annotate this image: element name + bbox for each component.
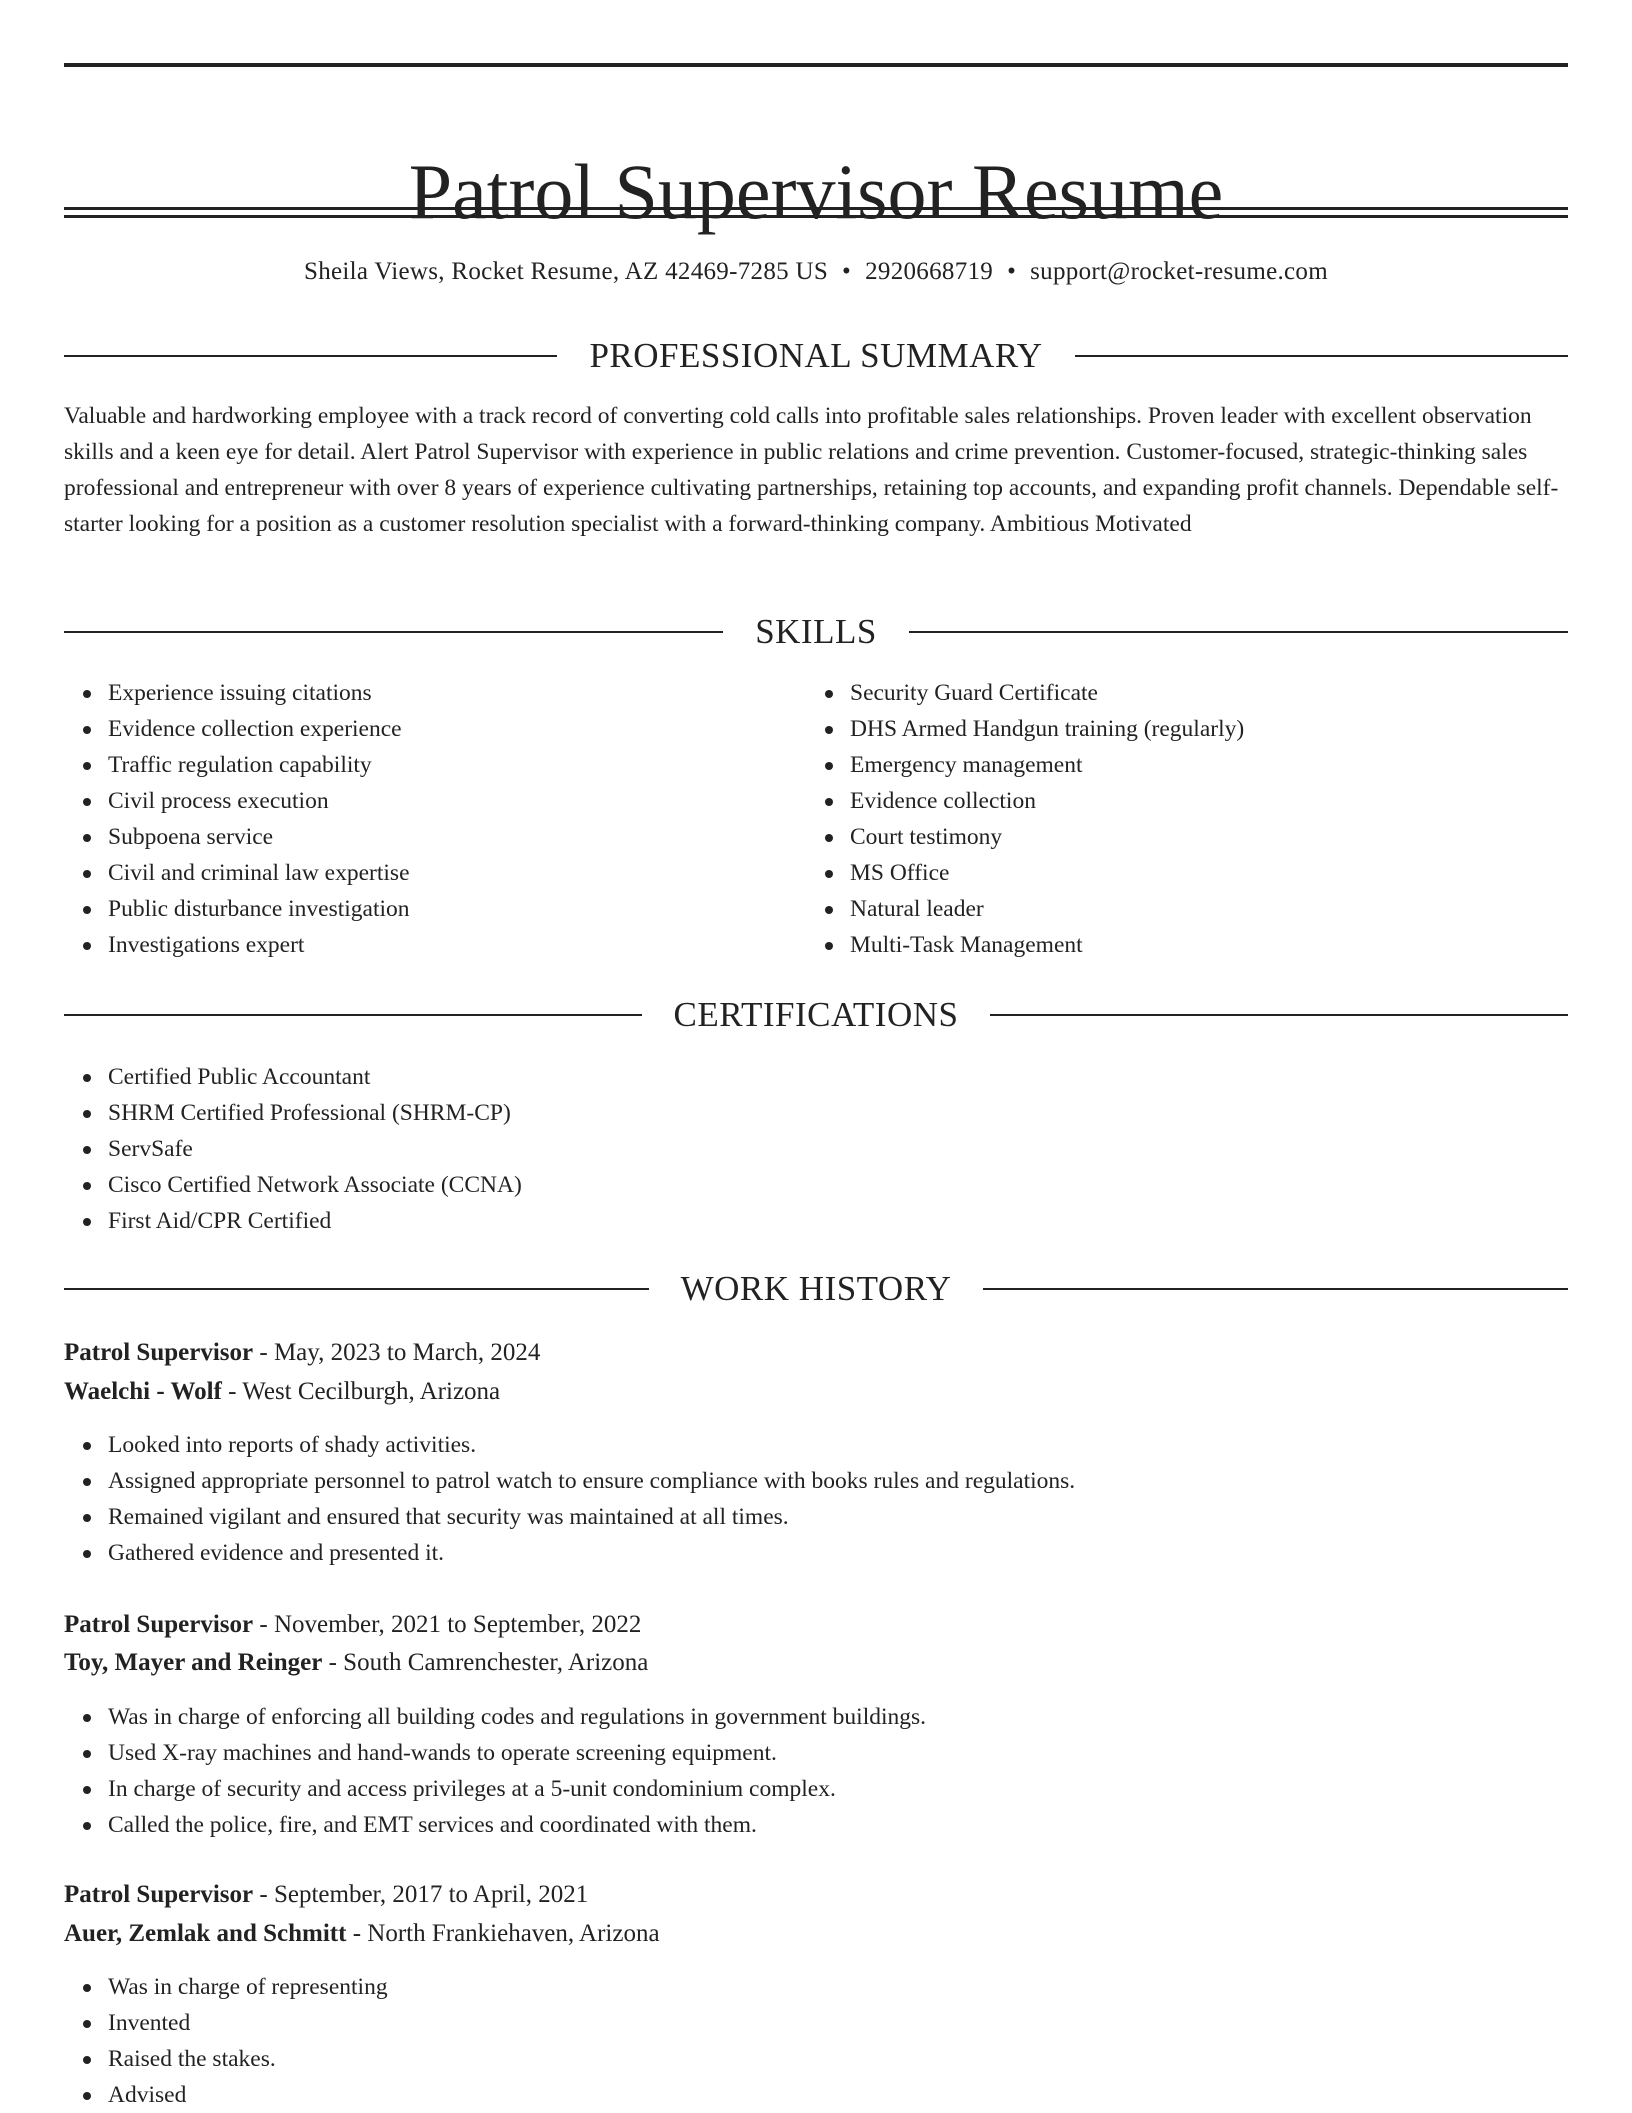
list-item: Emergency management — [850, 747, 1244, 783]
section-heading-skills — [64, 610, 1568, 654]
job-location: - South Camrenchester, Arizona — [322, 1649, 649, 1676]
heading-rule-right — [983, 1288, 1568, 1290]
list-item: Was in charge of representing — [108, 1969, 388, 2005]
heading-rule-right — [1075, 355, 1568, 357]
contact-separator: • — [842, 258, 852, 285]
list-item: Gathered evidence and presented it. — [108, 1535, 1075, 1571]
heading-rule-left — [64, 631, 723, 633]
heading-rule-right — [909, 631, 1568, 633]
list-item: Multi-Task Management — [850, 927, 1244, 963]
list-item: Civil process execution — [108, 783, 410, 819]
job-title: Patrol Supervisor — [64, 1611, 254, 1638]
job-company: Toy, Mayer and Reinger — [64, 1649, 323, 1676]
job-bullets — [64, 1699, 926, 1843]
title-double-rule-upper — [64, 207, 1568, 210]
list-item: Raised the stakes. — [108, 2041, 388, 2077]
list-item: Advised — [108, 2077, 388, 2113]
list-item: Natural leader — [850, 891, 1244, 927]
list-item: MS Office — [850, 855, 1244, 891]
contact-phone: 2920668719 — [865, 258, 994, 285]
job-company-line — [64, 1373, 500, 1411]
job-company-line — [64, 1915, 660, 1953]
list-item: Assigned appropriate personnel to patrol watch to ensure compliance with books rules and regulations. — [108, 1463, 1075, 1499]
list-item: Used X-ray machines and hand-wands to operate screening equipment. — [108, 1735, 926, 1771]
list-item: Civil and criminal law expertise — [108, 855, 410, 891]
list-item: Evidence collection experience — [108, 711, 410, 747]
list-item: Remained vigilant and ensured that security was maintained at all times. — [108, 1499, 1075, 1535]
section-heading-label: WORK HISTORY — [680, 1269, 952, 1308]
list-item: Called the police, fire, and EMT services and coordinated with them. — [108, 1807, 926, 1843]
job-company: Auer, Zemlak and Schmitt — [64, 1920, 347, 1947]
skills-list-left — [64, 675, 410, 963]
job-title-line — [64, 1334, 540, 1372]
contact-line — [64, 252, 1568, 292]
heading-rule-left — [64, 355, 557, 357]
list-item: Was in charge of enforcing all building codes and regulations in government buildings. — [108, 1699, 926, 1735]
list-item: Certified Public Accountant — [108, 1059, 522, 1095]
top-rule — [64, 63, 1568, 67]
list-item: In charge of security and access privileges at a 5-unit condominium complex. — [108, 1771, 926, 1807]
heading-rule-left — [64, 1014, 642, 1016]
section-heading-label: SKILLS — [755, 612, 877, 651]
job-location: - West Cecilburgh, Arizona — [221, 1378, 501, 1405]
title-double-rule-lower — [64, 215, 1568, 218]
section-heading-certifications — [64, 993, 1568, 1037]
list-item: SHRM Certified Professional (SHRM-CP) — [108, 1095, 522, 1131]
job-dates: - September, 2017 to April, 2021 — [253, 1881, 589, 1908]
list-item: DHS Armed Handgun training (regularly) — [850, 711, 1244, 747]
list-item: Traffic regulation capability — [108, 747, 410, 783]
contact-email: support@rocket-resume.com — [1030, 258, 1328, 285]
job-title: Patrol Supervisor — [64, 1881, 254, 1908]
heading-rule-right — [990, 1014, 1568, 1016]
skills-list-right — [806, 675, 1244, 963]
job-location: - North Frankiehaven, Arizona — [346, 1920, 660, 1947]
section-heading-label: CERTIFICATIONS — [673, 995, 959, 1034]
job-title-line — [64, 1876, 588, 1914]
list-item: Experience issuing citations — [108, 675, 410, 711]
list-item: Invented — [108, 2005, 388, 2041]
heading-rule-left — [64, 1288, 649, 1290]
job-title: Patrol Supervisor — [64, 1339, 254, 1366]
section-heading-work-history — [64, 1267, 1568, 1311]
section-heading-label: PROFESSIONAL SUMMARY — [589, 336, 1043, 375]
job-dates: - November, 2021 to September, 2022 — [253, 1611, 642, 1638]
contact-address: Sheila Views, Rocket Resume, AZ 42469-7285 US — [304, 258, 829, 285]
job-company-line — [64, 1644, 648, 1682]
contact-separator: • — [1007, 258, 1017, 285]
list-item: Public disturbance investigation — [108, 891, 410, 927]
list-item: Subpoena service — [108, 819, 410, 855]
job-company: Waelchi - Wolf — [64, 1378, 222, 1405]
job-bullets — [64, 1969, 388, 2113]
list-item: Court testimony — [850, 819, 1244, 855]
list-item: Investigations expert — [108, 927, 410, 963]
list-item: Evidence collection — [850, 783, 1244, 819]
list-item: Cisco Certified Network Associate (CCNA) — [108, 1167, 522, 1203]
job-title-line — [64, 1606, 641, 1644]
list-item: Security Guard Certificate — [850, 675, 1244, 711]
job-dates: - May, 2023 to March, 2024 — [253, 1339, 541, 1366]
certifications-list — [64, 1059, 522, 1239]
list-item: First Aid/CPR Certified — [108, 1203, 522, 1239]
job-bullets — [64, 1427, 1075, 1571]
section-heading-summary — [64, 334, 1568, 378]
page-title: Patrol Supervisor Resume — [408, 148, 1224, 236]
list-item: Looked into reports of shady activities. — [108, 1427, 1075, 1463]
list-item: ServSafe — [108, 1131, 522, 1167]
summary-paragraph: Valuable and hardworking employee with a track record of converting cold calls into profitable sales relationships. Proven leader with excellent observation skills and a keen eye for detail. Alert Patrol Supervisor with experience in public relations and crime prevention. Customer-focused, strategic-thinking sales professional and entrepreneur with over 8 years of experience cultivating partnerships, retaining top accounts, and expanding profit channels. Dependable self-starter looking for a position as a customer resolution specialist with a forward-thinking company. Ambitious Motivated — [64, 403, 1559, 537]
